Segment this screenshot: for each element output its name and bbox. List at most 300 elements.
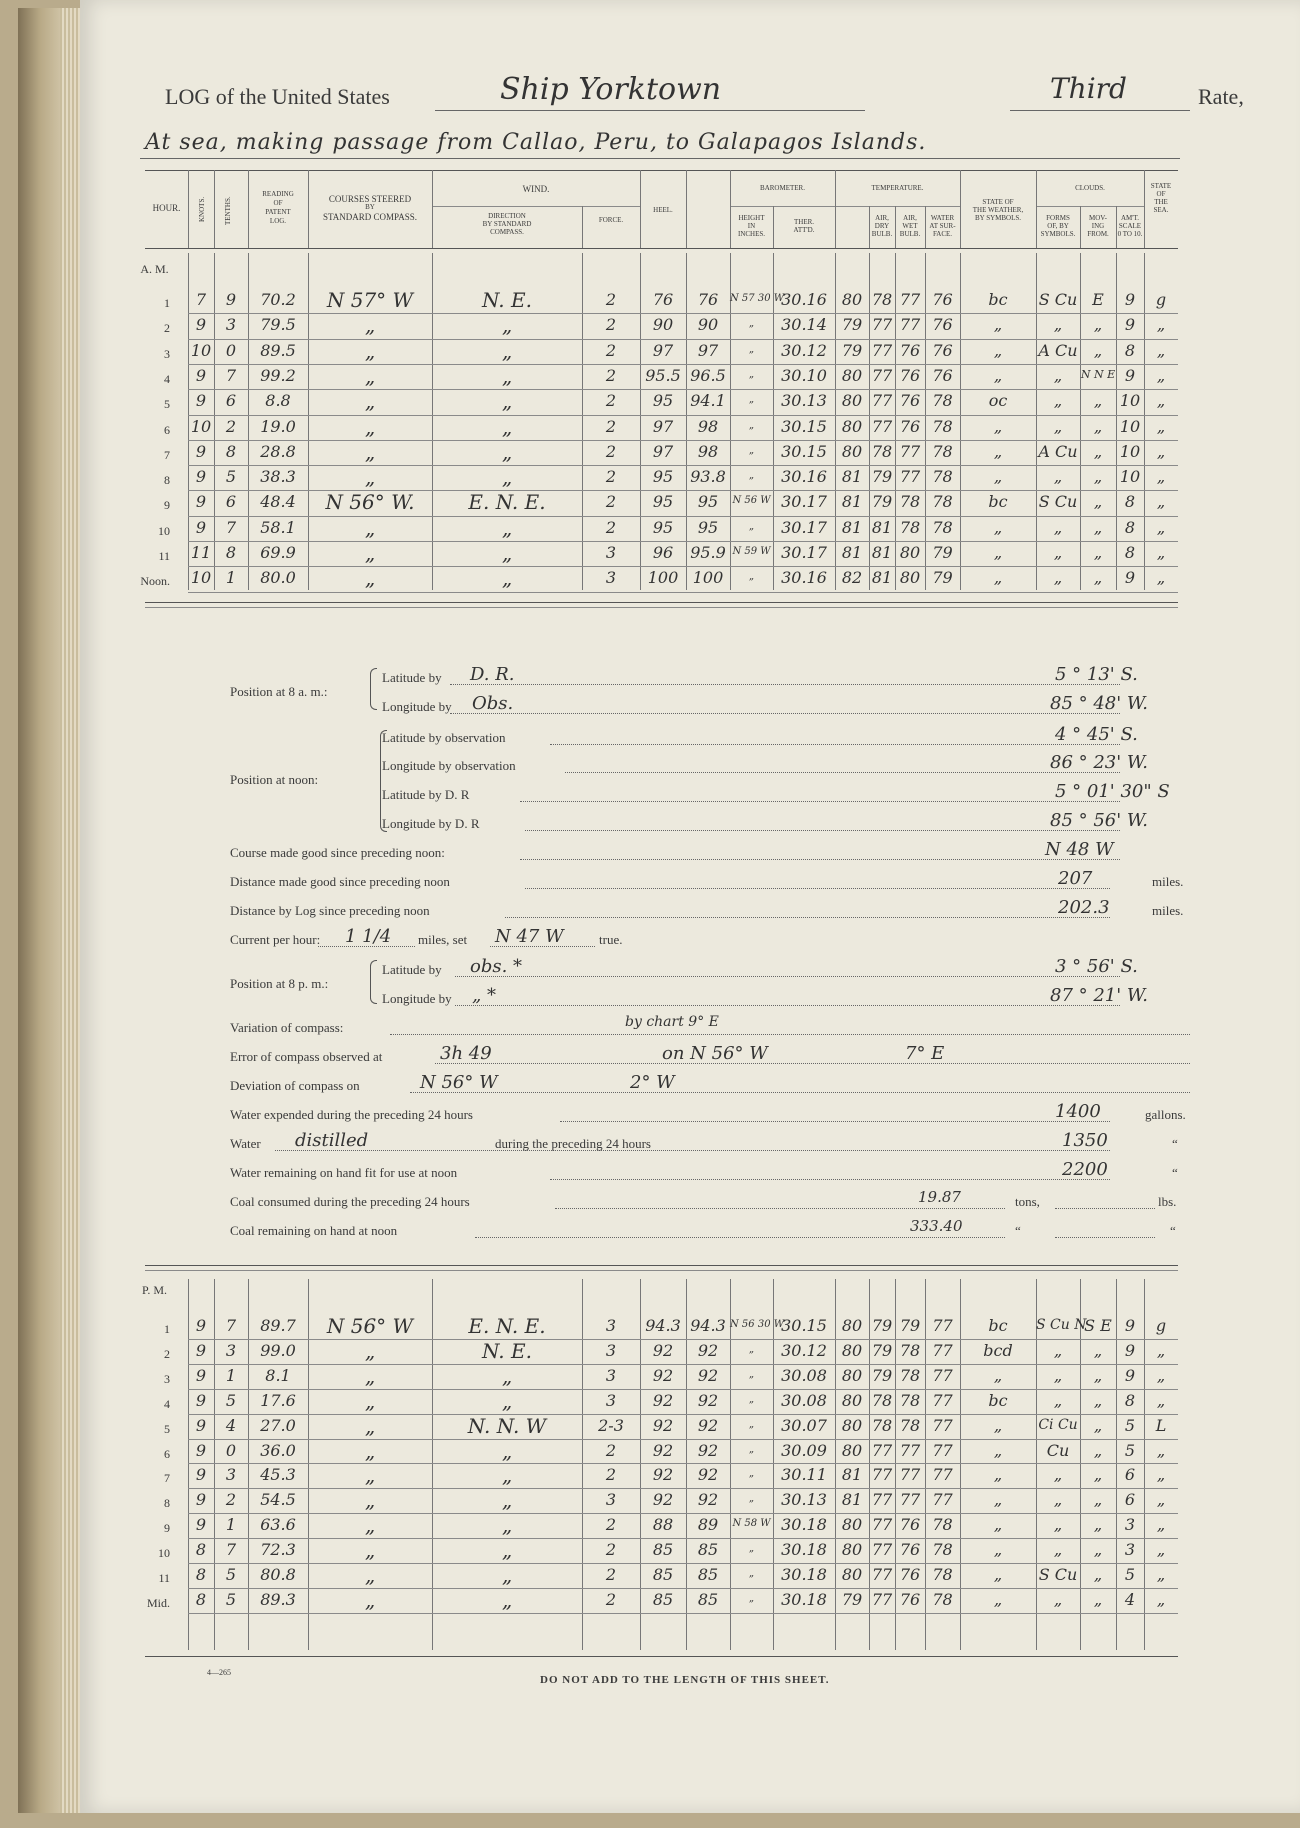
am-cell-weather: bc [988,290,1008,309]
error-on-value: on N 56° W [662,1043,768,1064]
water-remaining-label: Water remaining on hand fit for use at noon [230,1165,458,1180]
water-temp-header: AT SUR- [929,222,956,230]
am-cell-t: 7 [225,517,237,537]
pm-cell-wet: 76 [899,1515,921,1535]
am-cell-k: 10 [190,568,212,588]
am-cell-weather: „ [993,543,1003,562]
am-cell-force: 2 [605,492,617,512]
pm-cell-weather: „ [993,1490,1003,1510]
am-cell-sea: „ [1156,492,1166,512]
current-value: 1 1/4 [345,926,392,947]
pm-cell-sea: „ [1156,1340,1166,1360]
am-cell-baro: 30.17 [781,517,827,537]
pm-cell-water: 78 [932,1589,953,1609]
pm-cell-amt: 6 [1124,1465,1136,1485]
lon_obs-label: Longitude by observation [382,758,516,773]
pm-cell-baro: 30.18 [781,1515,827,1535]
am-cell-sea: „ [1156,365,1166,385]
water-distilled-label: during the preceding 24 hours [495,1136,651,1151]
am-cell-hdg: „ [748,343,755,355]
pm-cell-t: 5 [225,1589,237,1609]
pm-cell-weather: „ [993,1540,1003,1560]
brace-8am [370,668,377,710]
length-notice: DO NOT ADD TO THE LENGTH OF THIS SHEET. [540,1674,830,1686]
weather-header: STATE OF [982,198,1014,206]
am-cell-wet: 80 [899,543,921,562]
am-cell-h2: 98 [697,416,719,436]
pm-cell-forms: „ [1053,1490,1063,1510]
pm-cell-amt: 5 [1124,1565,1136,1584]
am-cell-dir: „ [501,439,513,464]
pm-cell-dir: „ [501,1463,513,1488]
am-cell-h2: 97 [697,340,719,360]
am-cell-dir: E. N. E. [468,490,546,515]
am-cell-h2: 90 [697,315,719,335]
pm-cell-amt: 4 [1124,1589,1136,1609]
miles-set-label: miles, set [418,932,468,947]
pm-cell-dry: 77 [871,1490,893,1510]
am-cell-course: „ [364,515,376,540]
am-cell-h2: 100 [692,568,724,588]
am-cell-k: 9 [195,467,207,487]
am-cell-water: 78 [932,391,953,411]
am-cell-k: 9 [195,492,207,512]
courses-header: STANDARD COMPASS. [323,212,417,222]
am-cell-dir: „ [501,313,513,338]
am-cell-wet: 76 [899,416,921,436]
log-header: PATENT [265,208,291,216]
lbs-label: lbs. [1158,1194,1177,1209]
pm-cell-force: 3 [605,1490,617,1510]
am-cell-water: 79 [932,543,953,562]
clouds-header: CLOUDS. [1075,184,1105,192]
pm-cell-forms: „ [1053,1540,1063,1560]
dotted-rule [455,976,1120,977]
am-cell-h1: 95.5 [645,365,681,385]
am-cell-sea: g [1155,290,1167,309]
pm-cell-force: 3 [605,1316,617,1335]
dotted-rule [505,917,1110,918]
am-cell-force: 2 [605,467,617,487]
am-cell-k: 9 [195,315,207,335]
pm-cell-course: „ [364,1338,376,1363]
pm-hour-label: 3 [164,1371,170,1386]
pm-cell-moving: „ [1093,1515,1103,1535]
am-cell-h1: 76 [652,290,674,309]
pm-cell-wet: 76 [899,1589,921,1609]
header-col-rule [432,170,433,248]
am-cell-hdg: „ [748,368,755,380]
am-cell-moving: N N E [1080,368,1116,382]
pm-cell-sea: „ [1156,1515,1166,1535]
deviation-value: 2° W [630,1072,675,1093]
dotted-rule [410,1092,1190,1093]
header-col-rule [308,170,309,248]
dotted-rule [520,859,1120,860]
pm-hour-label: 2 [164,1346,170,1361]
am-cell-dry: 77 [871,365,893,385]
am-cell-h2: 95.9 [690,543,726,562]
brace-8pm [370,960,377,1004]
am-cell-water: 76 [932,365,953,385]
coal-remaining-label: Coal remaining on hand at noon [230,1223,398,1238]
pm-cell-h2: 92 [697,1440,719,1460]
lon8pm-label: Longitude by [382,991,452,1006]
dotted-rule [475,1237,1005,1238]
am-cell-baro: 30.10 [781,365,827,385]
am-cell-water: 78 [932,441,953,461]
am-cell-hdg: „ [748,318,755,330]
am-cell-hdg: N 56 W [732,495,771,507]
pm-cell-course: „ [364,1538,376,1563]
pm-cell-baro: 30.08 [781,1390,827,1410]
am-cell-dry: 81 [871,543,893,562]
am-cell-k: 10 [190,416,212,436]
am-cell-forms: A Cu [1038,340,1078,360]
am-cell-log: 58.1 [260,517,296,537]
lon-obs-value: 86 ° 23' W. [1050,752,1148,773]
pm-cell-t: 7 [225,1540,237,1560]
am-cell-baro: 30.15 [781,441,827,461]
am-cell-moving: „ [1093,416,1103,436]
dotted-rule [390,1034,1190,1035]
pm-cell-dry: 79 [871,1340,893,1360]
am-bottom-rule-2 [145,607,1178,608]
lat8pm-label: Latitude by [382,962,442,977]
pm-label: P. M. [141,1283,167,1297]
dotted-rule [525,888,1110,889]
pm-cell-amt: 8 [1124,1390,1136,1410]
am-cell-dir: „ [501,389,513,414]
air-dry-header: AIR, [875,214,889,222]
cloud-moving-header: FROM. [1087,230,1109,238]
am-cell-amt: 9 [1124,568,1136,588]
pm-cell-log: 89.7 [260,1316,296,1335]
am-cell-course: N 56° W. [325,490,415,515]
pm-cell-amt: 9 [1124,1365,1136,1385]
pm-cell-wet: 77 [899,1465,921,1485]
am-cell-ther: 80 [841,290,863,309]
pm-bottom-rule [145,1656,1178,1657]
header-col-rule [214,170,215,248]
header-sub-col-rule [1080,206,1081,248]
pm-cell-wet: 77 [899,1490,921,1510]
am-hour-label: 5 [164,397,170,412]
pm-cell-hdg: „ [748,1393,755,1405]
header-col-rule [686,170,687,248]
am-cell-forms: S Cu [1038,290,1078,309]
pm-cell-sea: L [1155,1415,1167,1435]
position-8am-label: Position at 8 a. m.: [230,684,328,699]
am-cell-ther: 79 [841,315,863,335]
pm-cell-amt: 6 [1124,1490,1136,1510]
cloud-amount-header: SCALE [1118,222,1142,230]
wind-direction-header: BY STANDARD [482,220,532,228]
pm-cell-h1: 92 [652,1365,674,1385]
am-cell-k: 9 [195,441,207,461]
pm-row-rule [188,1613,1178,1614]
pm-cell-force: 2 [605,1515,617,1535]
pm-cell-dir: „ [501,1563,513,1587]
am-cell-force: 2 [605,340,617,360]
pm-cell-log: 99.0 [260,1340,296,1360]
am-cell-k: 9 [195,391,207,411]
am-hour-label: 2 [164,321,170,336]
am-cell-hdg: „ [748,520,755,532]
am-cell-log: 8.8 [265,391,291,411]
water-expended-label: Water expended during the preceding 24 hours [230,1107,473,1122]
pm-cell-t: 2 [225,1490,237,1510]
water-distilled-amount: 1350 [1062,1130,1108,1151]
weather-header: BY SYMBOLS. [974,214,1022,222]
am-cell-h2: 95 [697,492,719,512]
baro-height-header: HEIGHT [738,214,765,222]
am-cell-wet: 76 [899,340,921,360]
am-cell-h1: 97 [652,416,674,436]
am-cell-dry: 81 [871,568,893,588]
pm-cell-wet: 78 [899,1340,921,1360]
pm-cell-amt: 9 [1124,1340,1136,1360]
am-cell-k: 7 [195,290,207,309]
pm-cell-force: 2-3 [598,1415,624,1435]
am-cell-dir: „ [501,414,513,439]
pm-cell-moving: „ [1093,1540,1103,1560]
am-cell-sea: „ [1156,340,1166,360]
am-cell-weather: „ [993,467,1003,487]
am-cell-ther: 81 [841,517,863,537]
am-cell-amt: 8 [1124,340,1136,360]
knots-header: KNOTS. [198,196,206,222]
lat_obs-label: Latitude by observation [382,730,506,745]
am-cell-water: 78 [932,416,953,436]
am-cell-baro: 30.16 [781,568,827,588]
tenths-header: TENTHS. [224,196,232,225]
am-cell-moving: „ [1093,391,1103,411]
pm-cell-t: 4 [225,1415,237,1435]
lat-dr-value: 5 ° 01' 30" S [1055,781,1170,802]
water-temp-header: WATER [930,214,955,222]
pm-cell-dry: 77 [871,1515,893,1535]
pm-cell-h2: 85 [697,1540,719,1560]
am-cell-amt: 10 [1119,391,1141,411]
am-cell-baro: 30.13 [781,391,827,411]
pm-cell-force: 2 [605,1540,617,1560]
position-noon-label: Position at noon: [230,772,319,787]
am-cell-course: „ [364,439,376,464]
am-hour-label: 1 [164,296,170,310]
pm-cell-course: „ [364,1413,376,1438]
water-remaining-value: 2200 [1062,1159,1108,1180]
pm-cell-course: „ [364,1488,376,1513]
ditto-4: “ [1170,1223,1176,1238]
header-col-rule [730,170,731,248]
am-cell-t: 0 [225,340,237,360]
pm-cell-k: 9 [195,1316,207,1335]
am-cell-course: „ [364,541,376,565]
header-col-rule [640,170,641,248]
header-col-rule [248,170,249,248]
am-cell-hdg: „ [748,444,755,456]
pm-cell-ther: 80 [841,1440,863,1460]
pm-cell-wet: 76 [899,1540,921,1560]
am-cell-moving: „ [1093,543,1103,562]
pm-cell-amt: 9 [1124,1316,1136,1335]
cloud-forms-header: OF, BY [1047,222,1069,230]
pm-cell-amt: 3 [1124,1540,1136,1560]
pm-cell-k: 9 [195,1390,207,1410]
pm-cell-dry: 78 [871,1415,893,1435]
am-hour-label: Noon. [140,574,170,589]
pm-cell-hdg: „ [748,1468,755,1480]
dotted-rule [275,1150,1110,1151]
cloud-amount-header: AM'T. [1120,214,1140,222]
pm-cell-weather: „ [993,1589,1003,1609]
pm-cell-dir: „ [501,1438,513,1463]
sea-header: OF [1156,190,1166,198]
am-cell-course: „ [364,465,376,490]
hour-header: HOUR. [152,203,181,213]
am-cell-h1: 95 [652,391,674,411]
miles-label-2: miles. [1152,903,1184,918]
pm-cell-hdg: „ [748,1418,755,1430]
pm-cell-ther: 80 [841,1316,863,1335]
pm-cell-force: 2 [605,1565,617,1584]
am-cell-wet: 78 [899,517,921,537]
pm-cell-baro: 30.13 [781,1490,827,1510]
am-cell-amt: 10 [1119,416,1141,436]
pm-cell-weather: „ [993,1565,1003,1584]
deviation-on-value: N 56° W [420,1072,498,1093]
pm-cell-moving: „ [1093,1365,1103,1385]
header-bottom-rule [145,248,1178,249]
am-cell-ther: 80 [841,365,863,385]
am-cell-dry: 77 [871,315,893,335]
am-cell-course: „ [364,363,376,388]
pm-hour-label: 4 [164,1396,170,1411]
pm-cell-dir: N. E. [482,1338,532,1363]
lon8-method: Obs. [472,693,514,714]
pm-cell-moving: „ [1093,1589,1103,1609]
pm-cell-moving: „ [1093,1340,1103,1360]
pm-cell-hdg: „ [748,1443,755,1455]
am-cell-h1: 97 [652,441,674,461]
course-good-label: Course made good since preceding noon: [230,845,445,860]
ditto-1: “ [1172,1136,1178,1151]
am-cell-moving: E [1092,290,1104,309]
rate-value: Third [1050,72,1127,105]
am-cell-log: 89.5 [260,340,296,360]
log-header: READING [262,190,294,198]
position-8pm-label: Position at 8 p. m.: [230,976,329,991]
pm-cell-baro: 30.18 [781,1589,827,1609]
am-cell-sea: „ [1156,568,1166,588]
pm-cell-h1: 92 [652,1490,674,1510]
pm-cell-log: 89.3 [260,1589,296,1609]
wind-header: WIND. [522,184,550,194]
am-cell-force: 2 [605,416,617,436]
title-prefix: LOG of the United States [165,84,390,109]
pm-cell-t: 3 [225,1465,237,1485]
wind-force-header: FORCE. [598,216,624,224]
log-sheet [80,0,1300,1813]
pm-cell-sea: „ [1156,1390,1166,1410]
am-hour-label: 4 [164,371,170,386]
miles-label-1: miles. [1152,874,1184,889]
am-cell-weather: bc [988,492,1008,512]
pm-cell-forms: „ [1053,1390,1063,1410]
am-hour-label: 6 [164,422,170,437]
pm-cell-h2: 92 [697,1390,719,1410]
am-cell-log: 99.2 [260,365,296,385]
am-cell-dry: 79 [871,492,893,512]
am-hour-label: 9 [164,498,170,513]
pm-cell-sea: g [1155,1316,1167,1335]
pm-cell-water: 78 [932,1565,953,1584]
pm-cell-ther: 80 [841,1565,863,1584]
am-cell-ther: 80 [841,441,863,461]
am-cell-dir: „ [501,541,513,565]
pm-cell-dir: N. N. W [467,1413,547,1438]
pm-cell-t: 1 [225,1365,237,1385]
am-cell-course: „ [364,313,376,338]
variation-label: Variation of compass: [230,1020,344,1035]
pm-cell-sea: „ [1156,1440,1166,1460]
pm-cell-k: 8 [195,1589,207,1609]
am-cell-dry: 77 [871,416,893,436]
am-cell-course: „ [364,389,376,414]
coal-consumed-value: 19.87 [918,1188,961,1206]
am-cell-hdg: N 59 W [732,546,771,557]
am-cell-h1: 95 [652,467,674,487]
pm-hour-label: Mid. [146,1595,170,1610]
am-cell-sea: „ [1156,416,1166,436]
pm-cell-course: „ [364,1513,376,1538]
pm-cell-baro: 30.18 [781,1540,827,1560]
am-cell-t: 6 [225,492,237,512]
am-cell-moving: „ [1093,340,1103,360]
am-cell-hdg: „ [748,470,755,482]
pm-cell-ther: 80 [841,1415,863,1435]
pm-cell-ther: 80 [841,1340,863,1360]
am-cell-log: 28.8 [260,441,296,461]
dotted-rule [565,772,1120,773]
log-header: LOG. [269,217,287,225]
ship-name: Ship Yorktown [500,72,722,107]
pm-cell-h1: 92 [652,1390,674,1410]
pm-hour-label: 8 [164,1496,170,1511]
pm-cell-h1: 88 [652,1515,674,1535]
am-cell-h1: 100 [647,568,679,588]
am-cell-forms: A Cu [1038,441,1078,461]
pm-cell-t: 5 [225,1390,237,1410]
pm-cell-course: „ [364,1463,376,1488]
pm-cell-log: 63.6 [260,1515,296,1535]
pm-cell-dry: 79 [871,1316,893,1335]
pm-top-rule-2 [145,1270,1178,1271]
course-good-value: N 48 W [1045,839,1114,860]
tons-label: tons, [1015,1194,1040,1209]
pm-cell-forms: S Cu N [1036,1317,1087,1333]
pm-cell-water: 77 [932,1340,953,1360]
am-cell-sea: „ [1156,315,1166,335]
am-cell-baro: 30.12 [781,340,827,360]
sea-header: SEA. [1153,206,1169,214]
pm-cell-water: 77 [932,1490,953,1510]
coal-consumed-label: Coal consumed during the preceding 24 hours [230,1194,470,1209]
pm-cell-baro: 30.11 [781,1465,827,1485]
pm-cell-water: 77 [932,1465,953,1485]
water-expended-value: 1400 [1055,1101,1101,1122]
